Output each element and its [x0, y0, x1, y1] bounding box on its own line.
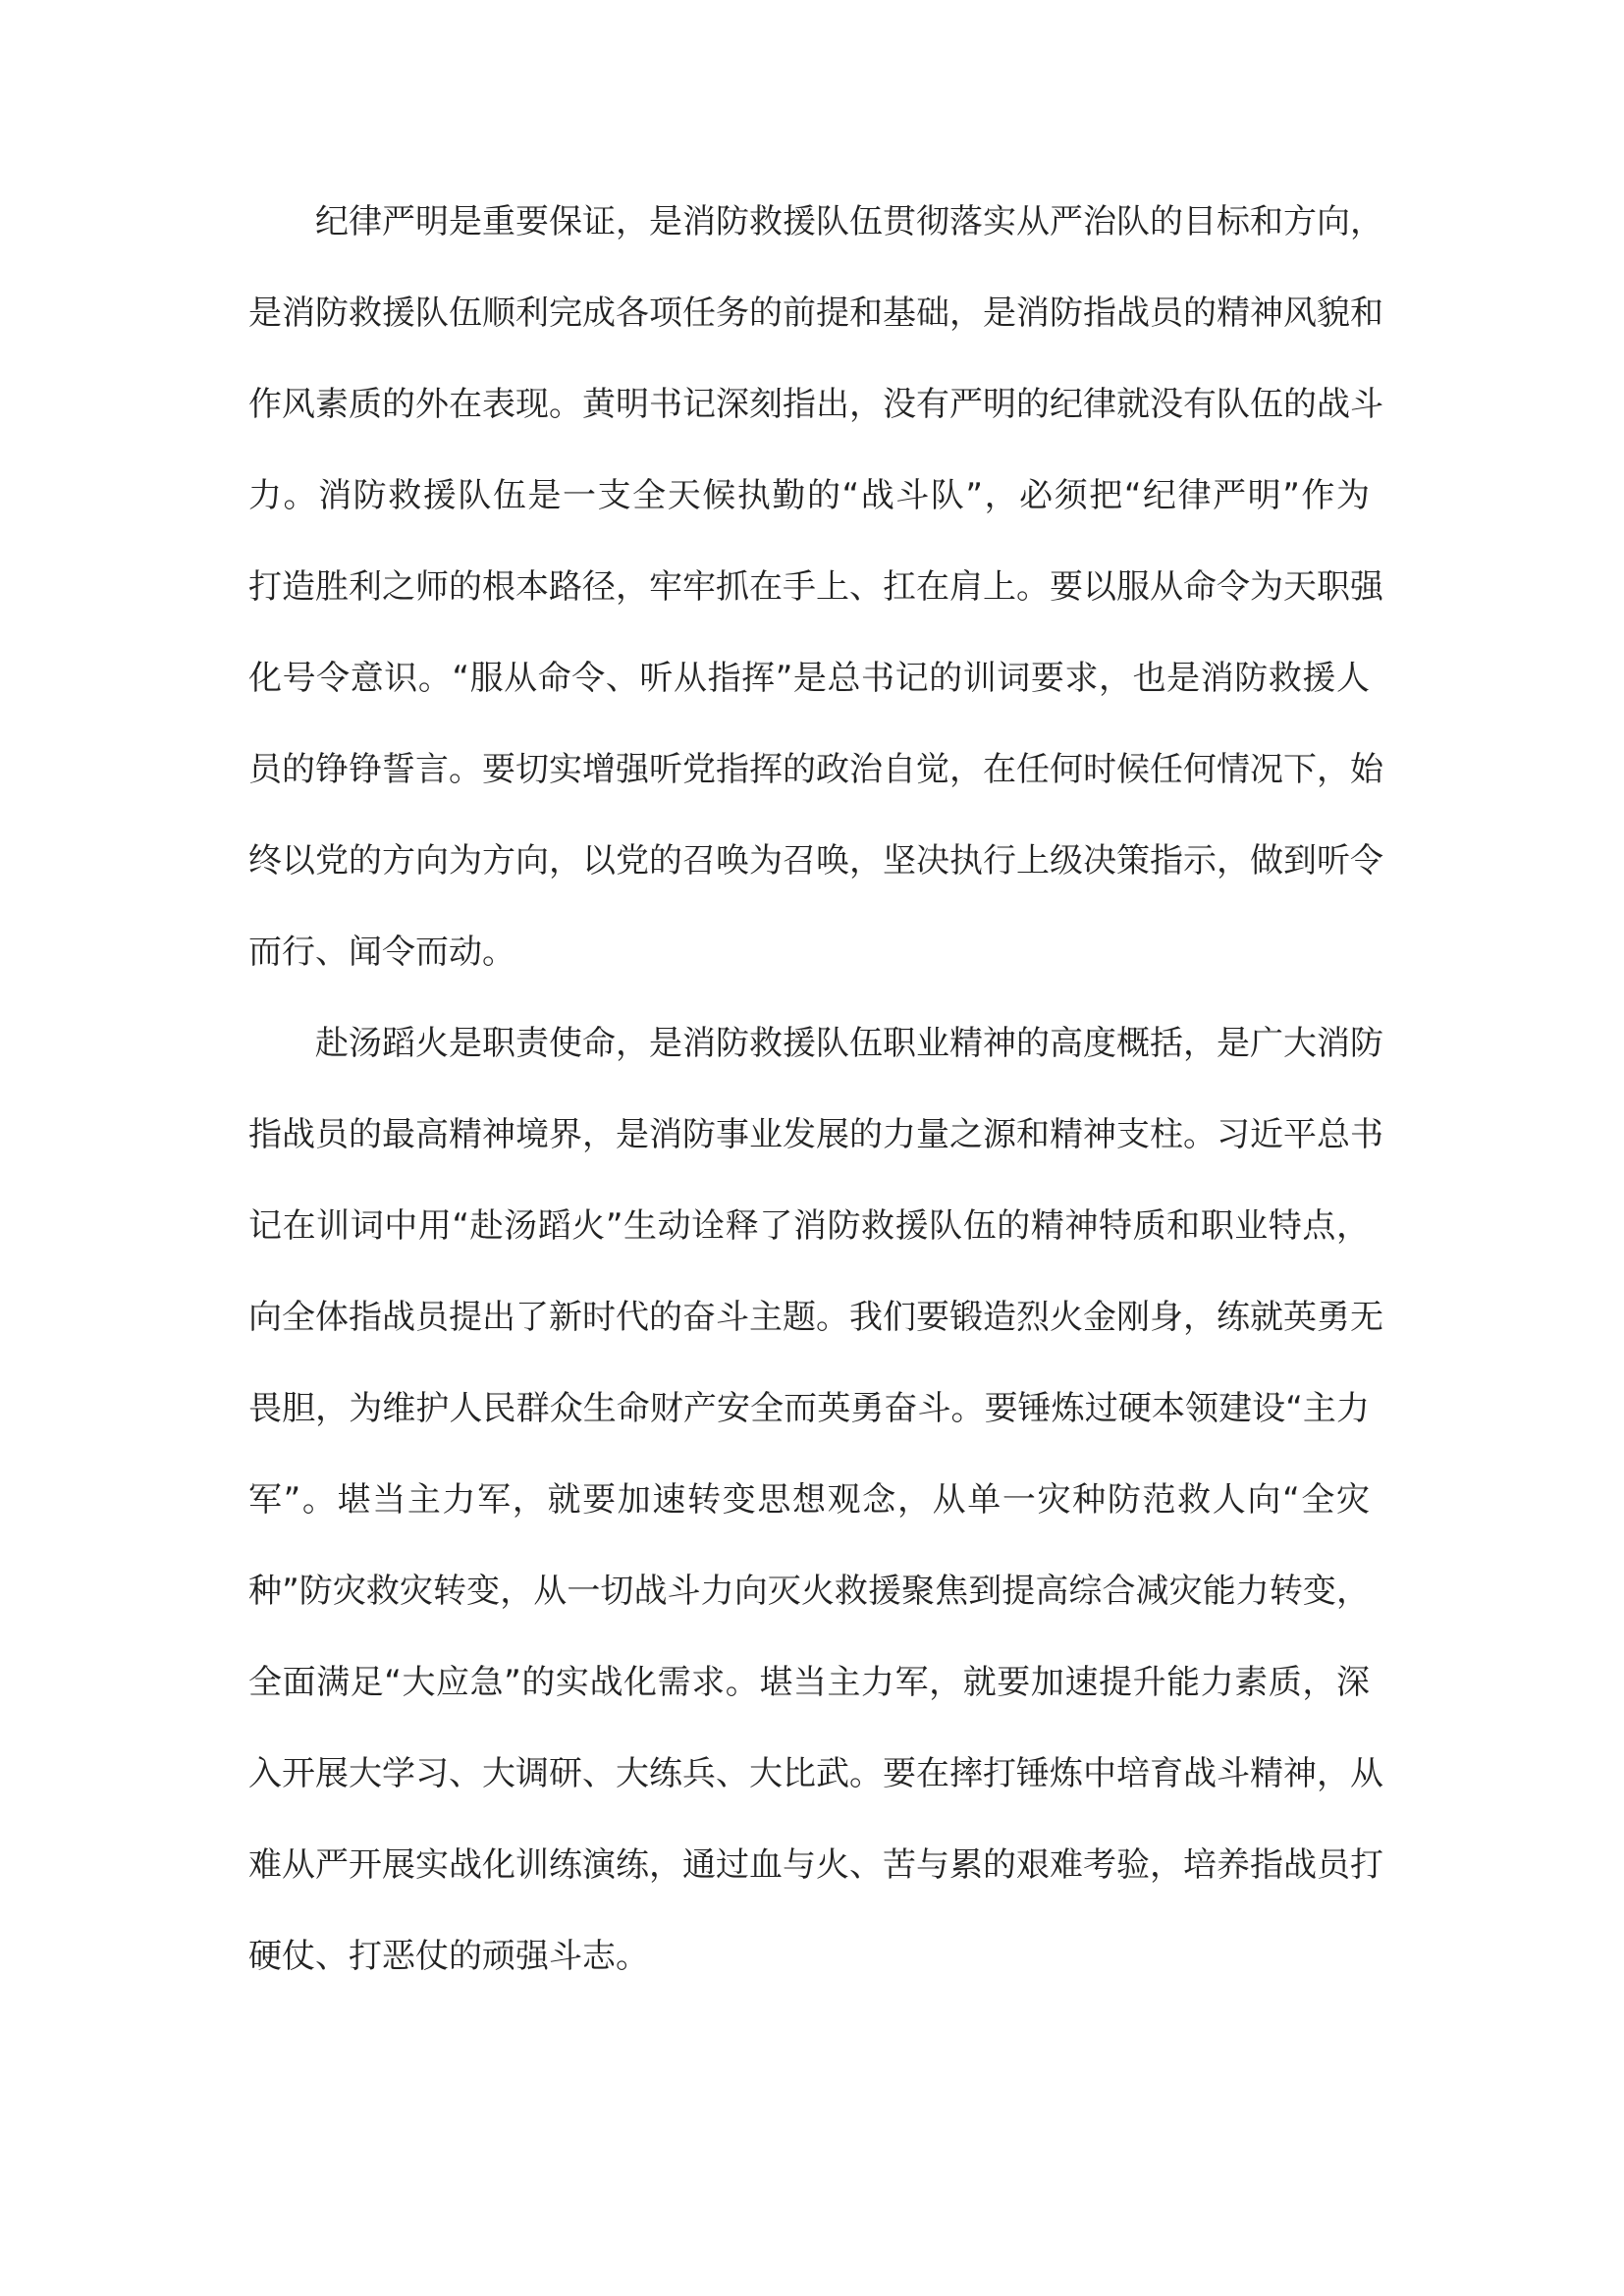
paragraph-2-line: 赴汤蹈火是职责使命，是消防救援队伍职业精神的高度概括，是广大消防 — [315, 1024, 1383, 1063]
paragraph-1-line: 力。消防救援队伍是一支全天候执勤的“战斗队”，必须把“纪律严明”作为 — [248, 476, 1370, 515]
paragraph-1-line: 是消防救援队伍顺利完成各项任务的前提和基础，是消防指战员的精神风貌和 — [248, 294, 1383, 333]
paragraph-2-line: 硬仗、打恶仗的顽强斗志。 — [248, 1937, 649, 1976]
paragraph-1-line: 而行、闻令而动。 — [248, 933, 515, 972]
paragraph-1-line: 打造胜利之师的根本路径，牢牢抓在手上、扛在肩上。要以服从命令为天职强 — [248, 567, 1383, 607]
paragraph-2-line: 记在训词中用“赴汤蹈火”生动诠释了消防救援队伍的精神特质和职业特点， — [248, 1206, 1370, 1246]
paragraph-1-line: 员的铮铮誓言。要切实增强听党指挥的政治自觉，在任何时候任何情况下，始 — [248, 750, 1383, 789]
paragraph-2-line: 军”。堪当主力军，就要加速转变思想观念，从单一灾种防范救人向“全灾 — [248, 1480, 1370, 1520]
paragraph-2-line: 畏胆，为维护人民群众生命财产安全而英勇奋斗。要锤炼过硬本领建设“主力 — [248, 1389, 1370, 1428]
paragraph-2-line: 入开展大学习、大调研、大练兵、大比武。要在摔打锤炼中培育战斗精神，从 — [248, 1754, 1383, 1793]
paragraph-2-line: 指战员的最高精神境界，是消防事业发展的力量之源和精神支柱。习近平总书 — [248, 1115, 1383, 1154]
paragraph-2-line: 种”防灾救灾转变，从一切战斗力向灭火救援聚焦到提高综合减灾能力转变， — [248, 1572, 1370, 1611]
paragraph-1-line: 终以党的方向为方向，以党的召唤为召唤，坚决执行上级决策指示，做到听令 — [248, 841, 1383, 881]
paragraph-2-line: 向全体指战员提出了新时代的奋斗主题。我们要锻造烈火金刚身，练就英勇无 — [248, 1298, 1383, 1337]
paragraph-1-line: 作风素质的外在表现。黄明书记深刻指出，没有严明的纪律就没有队伍的战斗 — [248, 385, 1383, 424]
paragraph-1-line: 化号令意识。“服从命令、听从指挥”是总书记的训词要求，也是消防救援人 — [248, 659, 1370, 698]
paragraph-2-line: 全面满足“大应急”的实战化需求。堪当主力军，就要加速提升能力素质，深 — [248, 1663, 1370, 1702]
paragraph-2-line: 难从严开展实战化训练演练，通过血与火、苦与累的艰难考验，培养指战员打 — [248, 1845, 1383, 1885]
paragraph-1-line: 纪律严明是重要保证，是消防救援队伍贯彻落实从严治队的目标和方向， — [315, 202, 1383, 241]
